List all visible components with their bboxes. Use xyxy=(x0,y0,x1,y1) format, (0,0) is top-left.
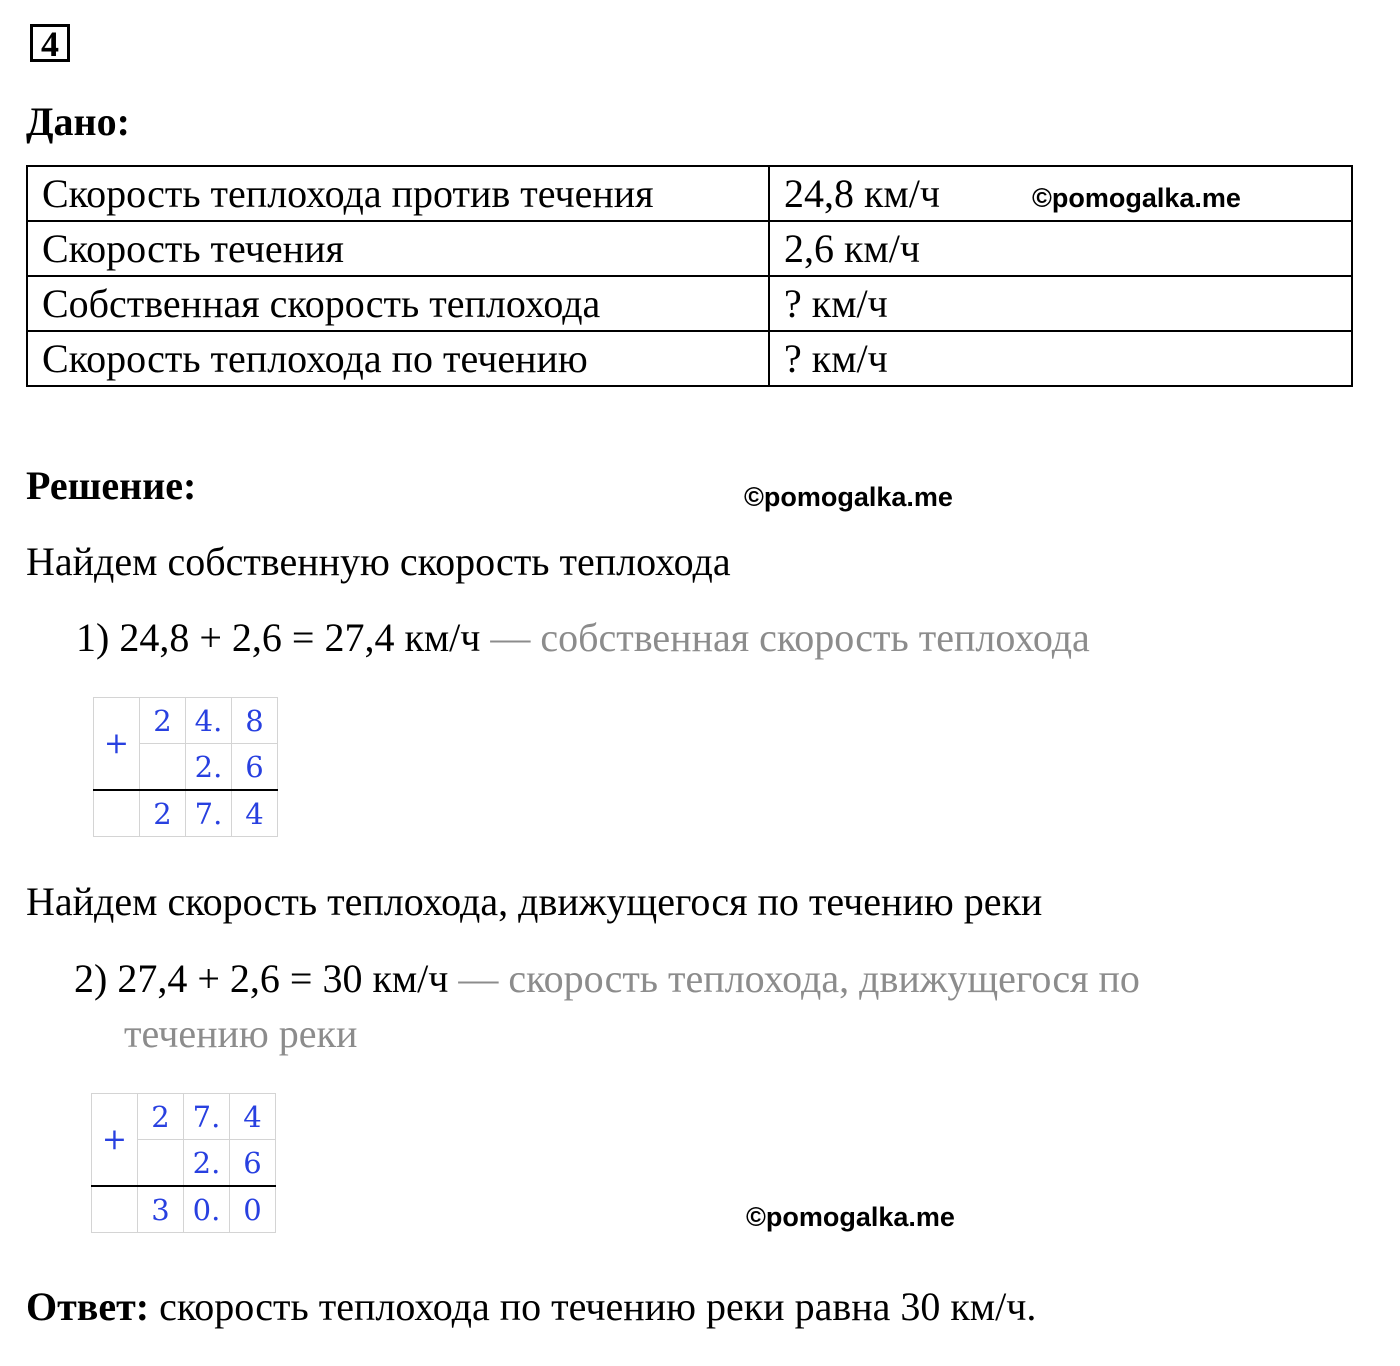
grid-cell xyxy=(138,1140,184,1187)
given-label: Собственная скорость теплохода xyxy=(27,276,769,331)
given-value: 24,8 км/ч xyxy=(769,166,1352,221)
grid-cell: 0 xyxy=(230,1186,276,1233)
grid-cell: 8 xyxy=(232,698,278,744)
step1-line xyxy=(76,614,1090,661)
grid-cell: 6 xyxy=(232,744,278,791)
table-row xyxy=(27,276,1352,331)
given-label: Скорость течения xyxy=(27,221,769,276)
table-row xyxy=(27,221,1352,276)
step2-formula: 2) 27,4 + 2,6 = 30 км/ч xyxy=(74,956,449,1001)
plus-sign: + xyxy=(94,698,140,791)
task-number: 4 xyxy=(30,24,70,62)
addition-grid-2 xyxy=(91,1093,276,1233)
given-label: Скорость теплохода против течения xyxy=(27,166,769,221)
step2-comment-continued: течению реки xyxy=(124,1011,358,1056)
grid-cell: 2 xyxy=(138,1094,184,1140)
grid-cell xyxy=(140,744,186,791)
step2-intro: Найдем скорость теплохода, движущегося по течению реки xyxy=(26,879,1043,924)
step2-comment: — скорость теплохода, движущегося по xyxy=(458,956,1140,1001)
grid-cell: 2 xyxy=(140,698,186,744)
given-value: ? км/ч xyxy=(769,331,1352,386)
grid-cell: 2 xyxy=(140,790,186,837)
grid-cell: 4 xyxy=(230,1094,276,1140)
addition-grid-1 xyxy=(93,697,278,837)
grid-cell: 7. xyxy=(186,790,232,837)
grid-cell: 0. xyxy=(184,1186,230,1233)
answer-label: Ответ: xyxy=(26,1284,150,1329)
given-value: 2,6 км/ч xyxy=(769,221,1352,276)
answer-text: скорость теплохода по течению реки равна 30 км/ч. xyxy=(159,1284,1037,1329)
plus-sign: + xyxy=(92,1094,138,1187)
table-row xyxy=(27,331,1352,386)
given-heading: Дано: xyxy=(26,99,130,144)
grid-cell: 7. xyxy=(184,1094,230,1140)
grid-cell xyxy=(94,790,140,837)
grid-cell: 3 xyxy=(138,1186,184,1233)
step1-comment: — собственная скорость теплохода xyxy=(490,615,1090,660)
step1-intro: Найдем собственную скорость теплохода xyxy=(26,539,731,584)
watermark: ©pomogalka.me xyxy=(744,482,953,512)
given-label: Скорость теплохода по течению xyxy=(27,331,769,386)
grid-cell: 2. xyxy=(184,1140,230,1187)
step1-formula: 1) 24,8 + 2,6 = 27,4 км/ч xyxy=(76,615,481,660)
grid-cell: 6 xyxy=(230,1140,276,1187)
watermark: ©pomogalka.me xyxy=(1032,183,1241,213)
given-value: ? км/ч xyxy=(769,276,1352,331)
answer-line xyxy=(26,1283,1036,1330)
grid-cell: 4. xyxy=(186,698,232,744)
solution-heading: Решение: xyxy=(26,463,197,508)
grid-cell: 2. xyxy=(186,744,232,791)
watermark: ©pomogalka.me xyxy=(746,1202,955,1232)
step2-line xyxy=(74,955,1140,1002)
grid-cell xyxy=(92,1186,138,1233)
grid-cell: 4 xyxy=(232,790,278,837)
